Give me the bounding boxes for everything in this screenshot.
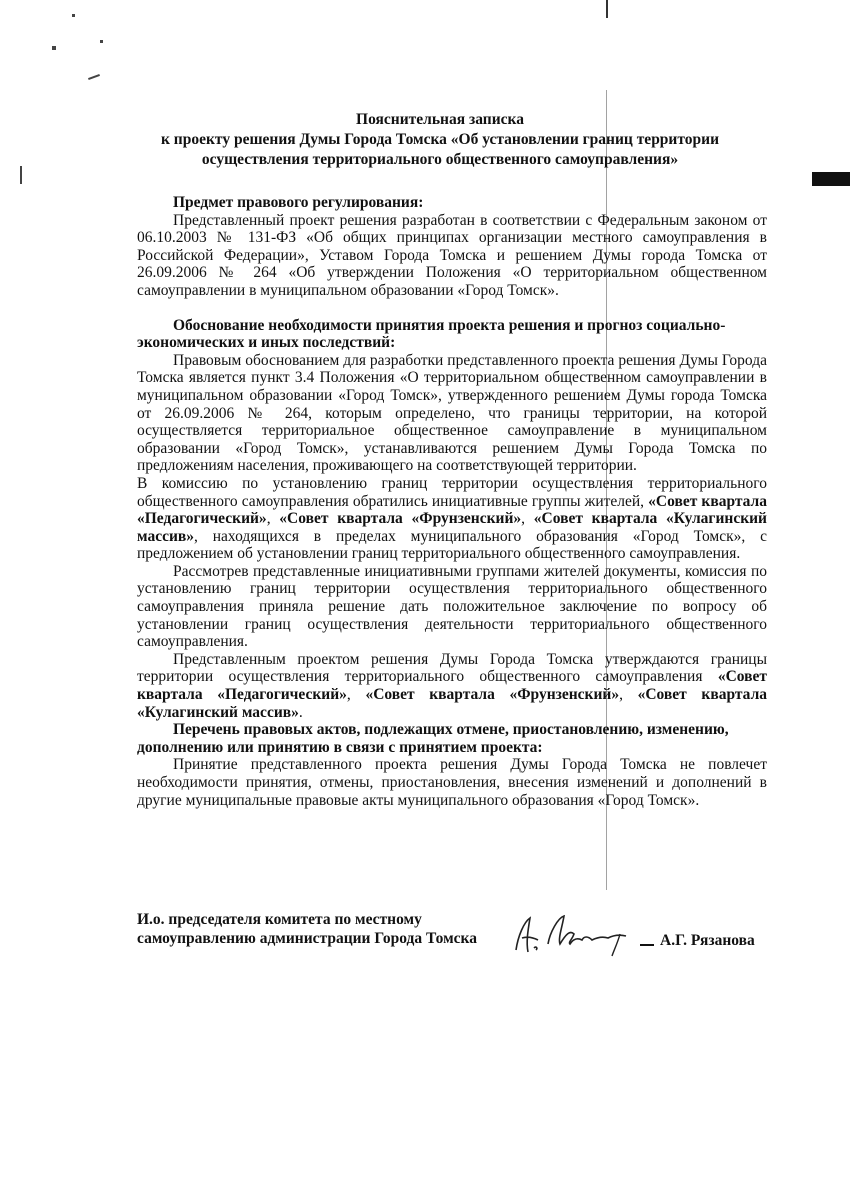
- section-heading: Перечень правовых актов, подлежащих отмене, приостановлению, изменению, дополнению или принятию в связи с принятием проекта:: [137, 721, 729, 756]
- council-name: «Совет квартала «Кулагинский массив»: [137, 686, 768, 721]
- scan-mark: [606, 0, 608, 18]
- text-run: ,: [619, 686, 638, 704]
- signature-dash: [640, 944, 654, 946]
- council-name: «Совет квартала «Кулагинский массив»: [137, 510, 767, 545]
- paragraph: Принятие представленного проекта решения Думы Города Томска не повлечет необходимости принятия, отмены, приостановления, внесения изменений и дополнений в другие муниципальные правовые акты муниципального образования «Город Томск».: [137, 756, 767, 809]
- title-line: Пояснительная записка: [356, 111, 524, 128]
- document-title: [120, 110, 760, 170]
- paragraph: Рассмотрев представленные инициативными группами жителей документы, комиссия по установлению границ территории осуществления территориального общественного самоуправления приняла решение дать положительное заключение по вопросу об установлении границ осуществления деятельности территориального общественного самоуправления.: [137, 562, 767, 651]
- council-name: «Совет квартала «Фрунзенский»: [279, 510, 522, 528]
- paragraph: Представленный проект решения разработан в соответствии с Федеральным законом от 06.10.2003 № 131-ФЗ «Об общих принципах организации местного самоуправления в Российской Федерации», Уставом Города Томска и решением Думы города Томска от 26.09.2006 № 264 «Об утверждении Положения «О территориальном общественном самоуправлении в муниципальном образовании «Город Томск».: [137, 211, 767, 299]
- council-name: «Совет квартала «Педагогический»: [137, 492, 767, 528]
- scan-speck: [20, 166, 22, 184]
- text-run: ,: [266, 510, 280, 528]
- position-line: И.о. председателя комитета по местному: [137, 911, 422, 928]
- paragraph: [137, 651, 767, 721]
- text-run: Представленным проектом решения Думы Города Томска утверждаются границы территории осуществления территориального общественного самоуправления: [137, 650, 767, 686]
- position-line: самоуправлению администрации Города Томска: [137, 930, 477, 947]
- scan-speck: [72, 14, 75, 17]
- signatory-name: А.Г. Рязанова: [660, 932, 755, 949]
- text-run: , находящихся в пределах муниципального образования «Город Томск», с предложением об установлении границ территориального общественного самоуправления.: [137, 527, 767, 563]
- scan-speck: [52, 46, 56, 50]
- title-line: к проекту решения Думы Города Томска «Об установлении границ территории: [161, 131, 719, 148]
- text-run: ,: [521, 510, 534, 528]
- title-line: осуществления территориального общественного самоуправления»: [201, 151, 679, 168]
- text-run: В комиссию по установлению границ территории осуществления территориального общественного самоуправления обратились инициативные группы жителей,: [137, 474, 767, 510]
- signatory-position: [137, 910, 517, 948]
- paragraph: [137, 475, 767, 563]
- text-run: ,: [346, 686, 366, 704]
- handwritten-signature: [508, 908, 638, 958]
- scan-speck: [88, 74, 100, 80]
- section-heading: Обоснование необходимости принятия проекта решения и прогноз социально-экономических и иных последствий:: [137, 316, 726, 352]
- scan-mark: [812, 172, 850, 186]
- text-run: .: [298, 703, 303, 721]
- paragraph: Правовым обоснованием для разработки представленного проекта решения Думы Города Томска является пункт 3.4 Положения «О территориальном общественном самоуправлении в муниципальном образовании «Город Томск», утвержденного решением Думы города Томска от 26.09.2006 № 264, которым определено, что границы территории, на которой осуществляется территориальное общественное самоуправление в муниципальном образовании «Город Томск», устанавливаются решением Думы Города Томска по предложениям населения, проживающего на соответствующей территории.: [137, 351, 767, 475]
- section-heading: Предмет правового регулирования:: [173, 194, 424, 211]
- scan-speck: [100, 40, 103, 43]
- council-name: «Совет квартала «Фрунзенский»: [365, 686, 620, 704]
- council-name: «Совет квартала «Педагогический»: [137, 668, 767, 704]
- document-body: [137, 194, 767, 809]
